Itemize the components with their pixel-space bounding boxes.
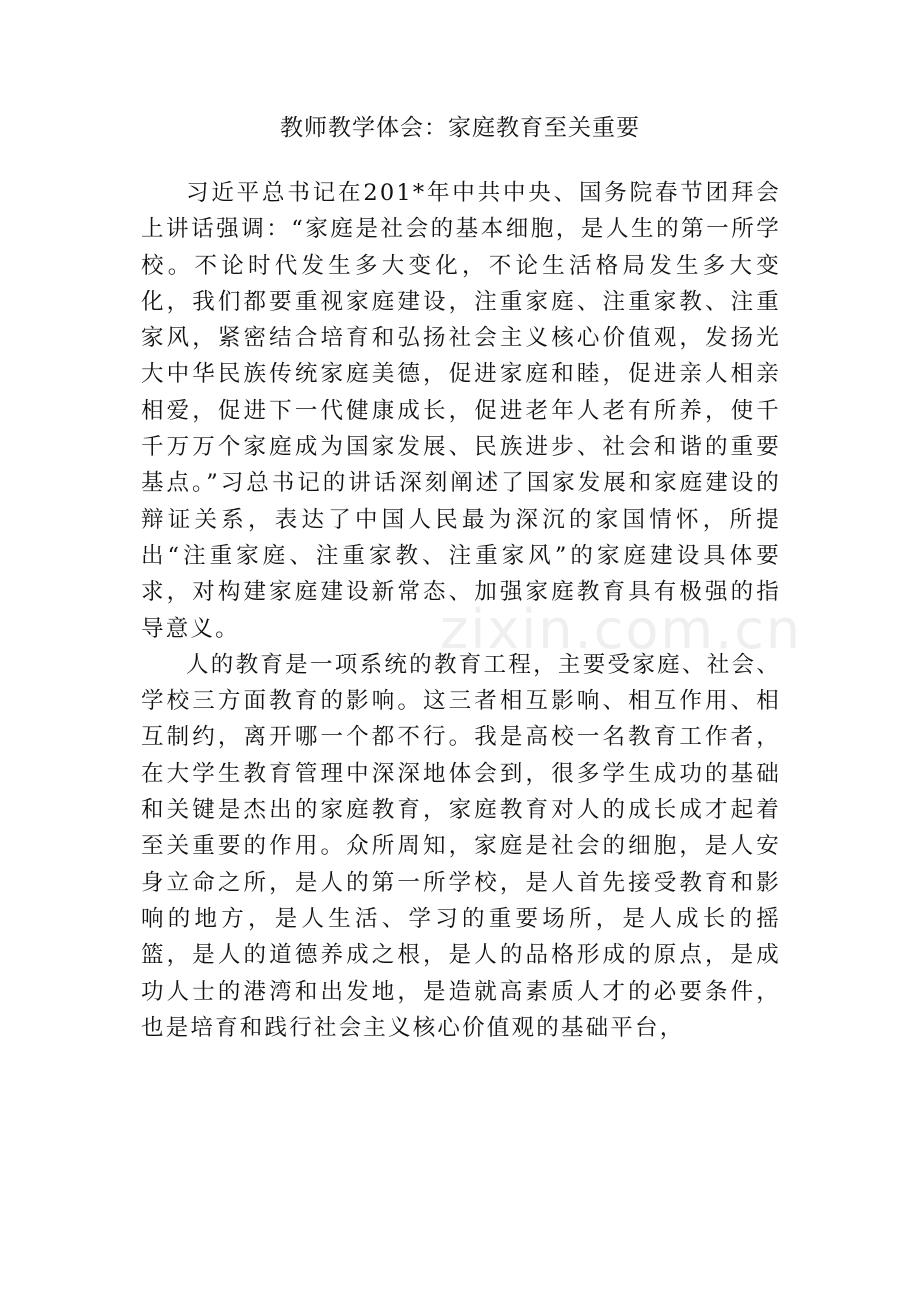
paragraph-2: 人的教育是一项系统的教育工程，主要受家庭、社会、学校三方面教育的影响。这三者相互影响、相互作用、相互制约，离开哪一个都不行。我是高校一名教育工作者，在大学生教育管理中深深地体会到，很多学生成功的基础和关键是杰出的家庭教育，家庭教育对人的成长成才起着至关重要的作用。众所周知，家庭是社会的细胞，是人安身立命之所，是人的第一所学校，是人首先接受教育和影响的地方，是人生活、学习的重要场所，是人成长的摇篮，是人的道德养成之根，是人的品格形成的原点，是成功人士的港湾和出发地，是造就高素质人才的必要条件，也是培育和践行社会主义核心价值观的基础平台， <box>141 651 781 1041</box>
paragraph-1: 习近平总书记在201*年中共中央、国务院春节团拜会上讲话强调：“家庭是社会的基本细胞，是人生的第一所学校。不论时代发生多大变化，不论生活格局发生多大变化，我们都要重视家庭建设，注重家庭、注重家教、注重家风，紧密结合培育和弘扬社会主义核心价值观，发扬光大中华民族传统家庭美德，促进家庭和睦，促进亲人相亲相爱，促进下一代健康成长，促进老年人老有所养，使千千万万个家庭成为国家发展、民族进步、社会和谐的重要基点。”习总书记的讲话深刻阐述了国家发展和家庭建设的辩证关系，表达了中国人民最为深沉的家国情怀，所提出“注重家庭、注重家教、注重家风”的家庭建设具体要求，对构建家庭建设新常态、加强家庭教育具有极强的指导意义。 <box>141 180 781 642</box>
watermark: zixin.com.cn <box>440 598 803 661</box>
document-body <box>141 175 781 1046</box>
document-title: 教师教学体会：家庭教育至关重要 <box>280 115 640 141</box>
